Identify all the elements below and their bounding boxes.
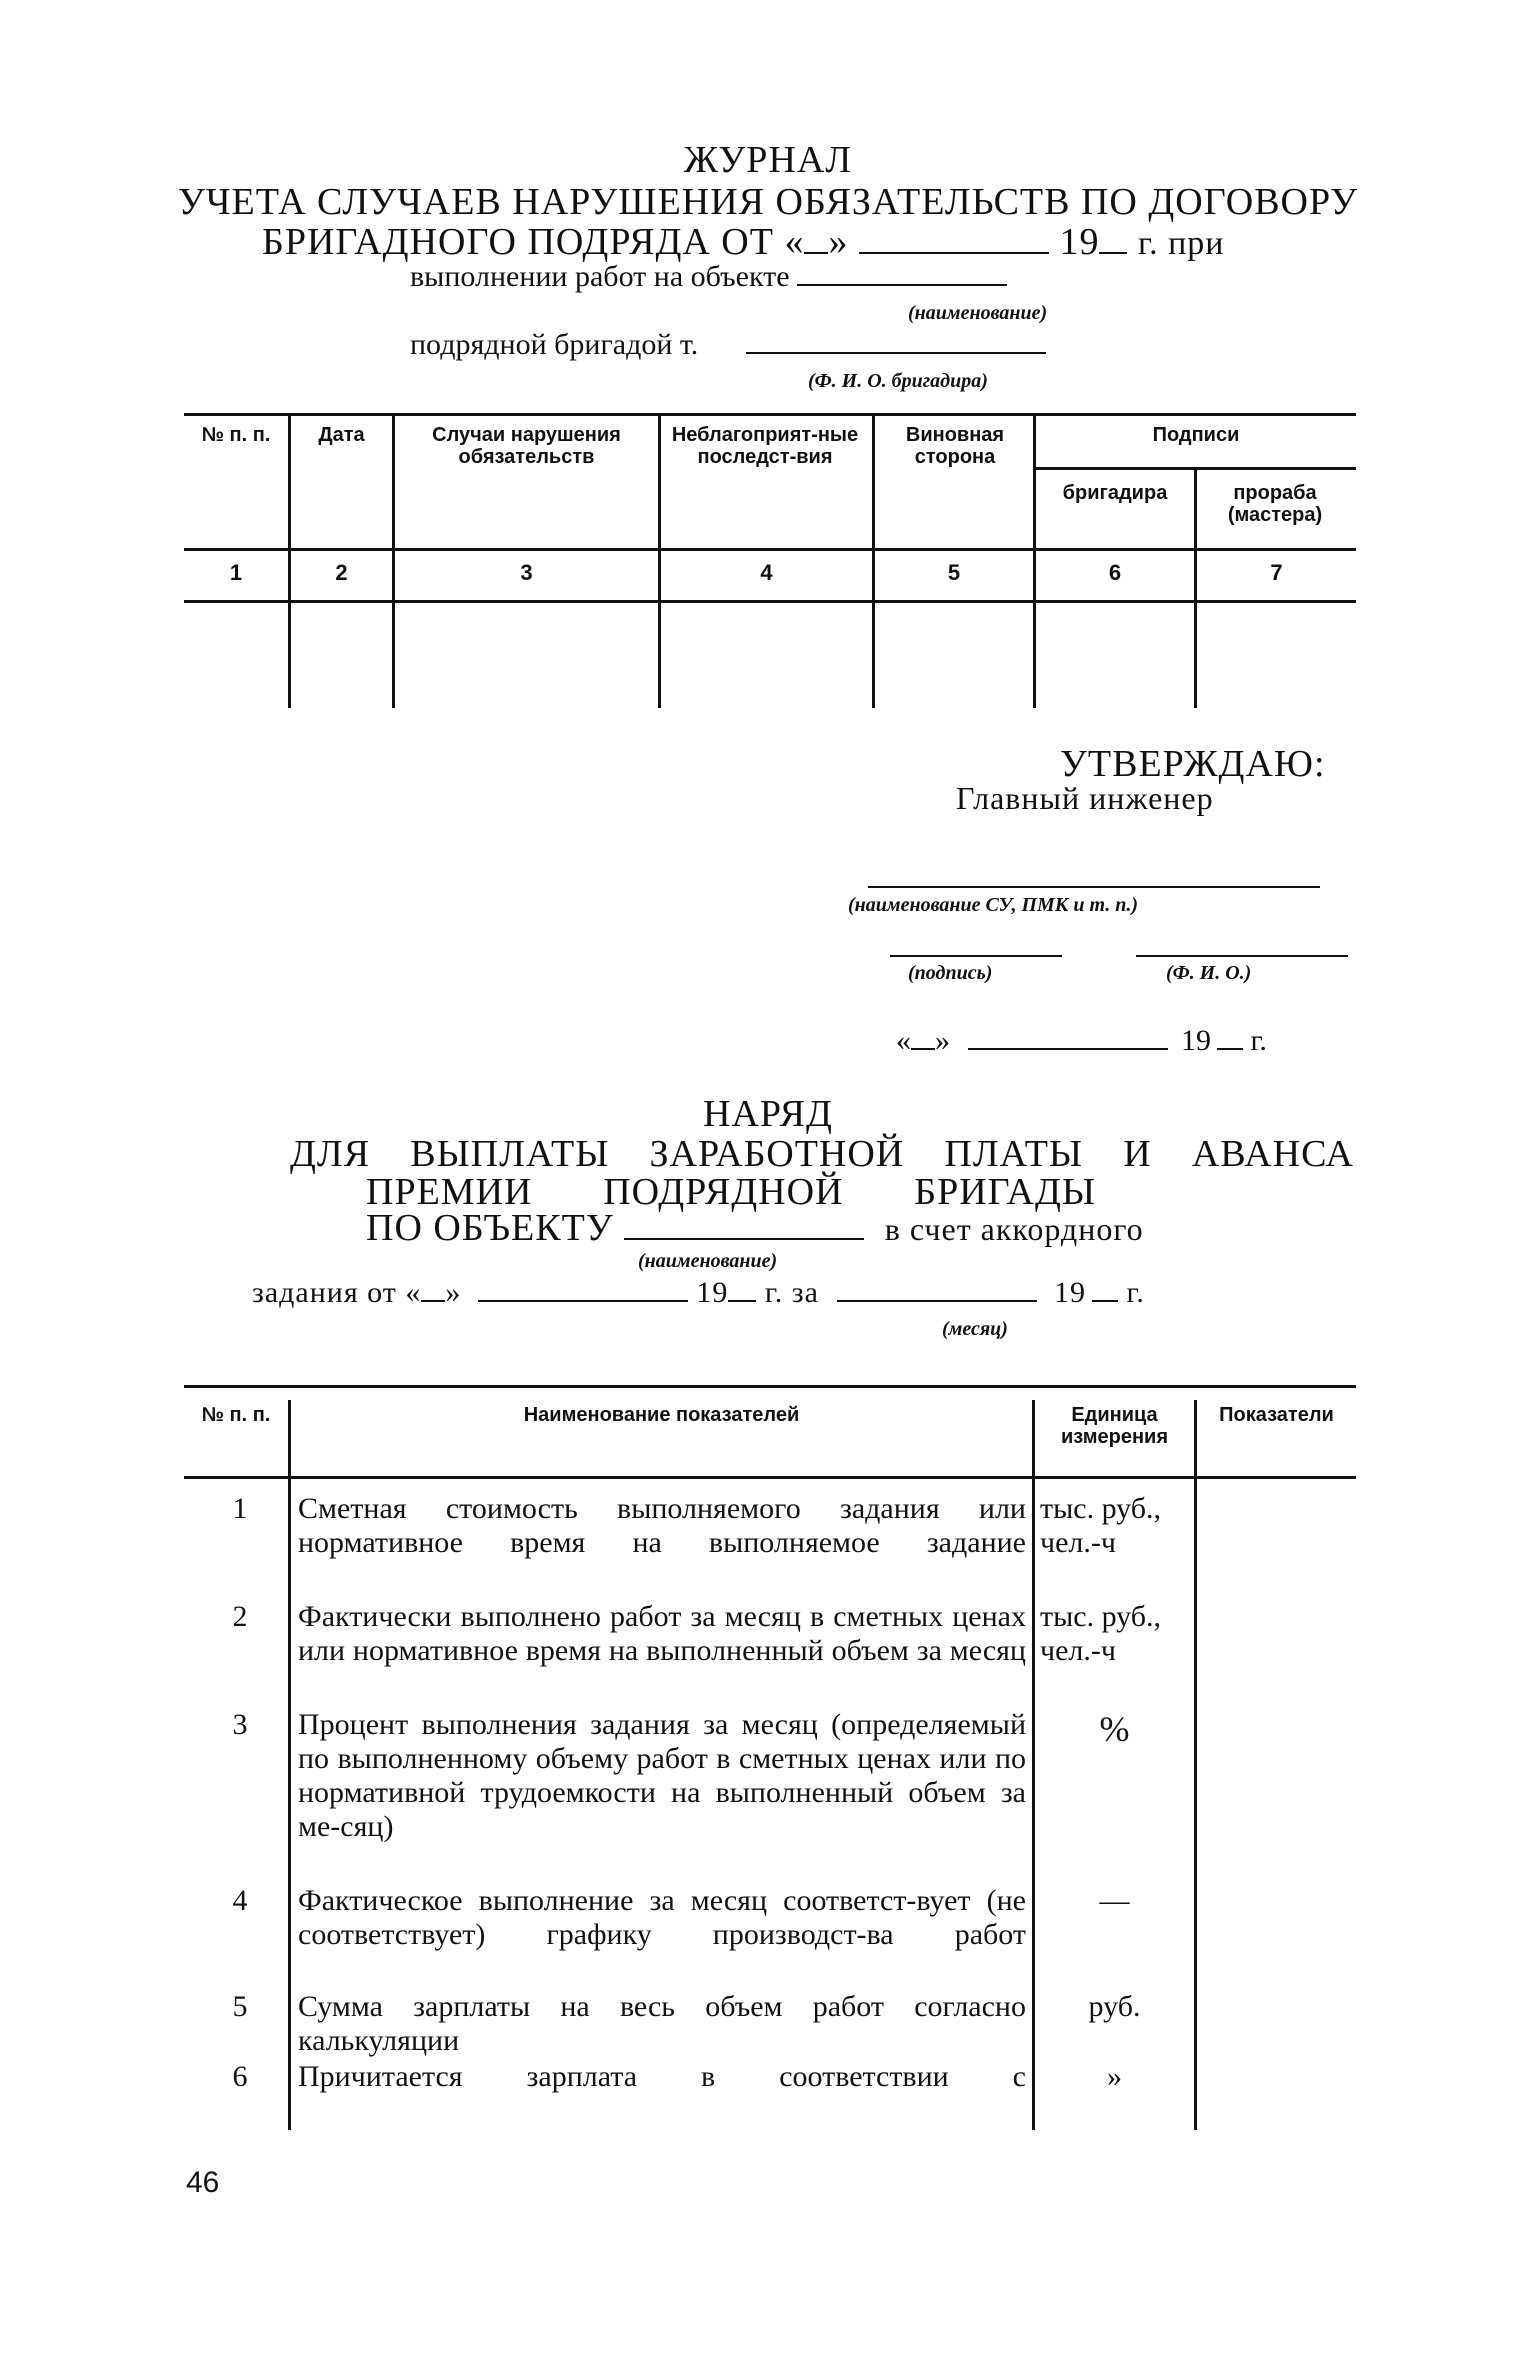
journal-subtitle-line2: БРИГАДНОГО ПОДРЯДА ОТ « » 19 г. при bbox=[262, 221, 1225, 263]
journal-table-top-rule bbox=[184, 413, 1356, 416]
approve-fio-line bbox=[1136, 955, 1348, 957]
journal-object-caption: (наименование) bbox=[908, 302, 1048, 324]
approve-title: УТВЕРЖДАЮ: bbox=[1060, 743, 1326, 785]
approve-role: Главный инженер bbox=[956, 780, 1214, 816]
journal-colnum-6: 6 bbox=[1108, 560, 1122, 585]
order-month-caption: (месяц) bbox=[942, 1318, 1008, 1340]
order-title: НАРЯД bbox=[703, 1093, 833, 1135]
journal-colnum-1: 1 bbox=[229, 560, 243, 585]
order-task-date-line: задания от « » 19 г. за 19 г. bbox=[252, 1276, 1145, 1309]
order-col-name: Наименование показателей bbox=[523, 1404, 800, 1426]
journal-col-brigadier: бригадира bbox=[1062, 482, 1168, 504]
journal-col-cases: Случаи нарушения обязательств bbox=[432, 424, 621, 468]
order-row-text: Фактически выполнено работ за месяц в сметных ценах или нормативное время на выполненный объем за месяц bbox=[298, 1600, 1026, 1667]
journal-col-consequences: Неблагоприят-ные последст-вия bbox=[671, 424, 859, 468]
approve-org-line bbox=[868, 886, 1320, 888]
order-subtitle-line1: ДЛЯ ВЫПЛАТЫ ЗАРАБОТНОЙ ПЛАТЫ И АВАНСА bbox=[290, 1133, 1354, 1175]
order-row-unit: % bbox=[1099, 1709, 1130, 1749]
journal-title: ЖУРНАЛ bbox=[683, 139, 853, 181]
order-row-unit: тыс. руб., чел.-ч bbox=[1040, 1600, 1162, 1667]
approve-fio-caption: (Ф. И. О.) bbox=[1166, 962, 1252, 984]
journal-col-foreman: прораба (мастера) bbox=[1227, 482, 1323, 526]
journal-vline bbox=[1194, 467, 1197, 708]
approve-sign-caption: (подпись) bbox=[908, 962, 993, 984]
journal-col-guilty: Виновная сторона bbox=[905, 424, 1005, 468]
order-row-num: 1 bbox=[232, 1492, 248, 1525]
order-row-num: 4 bbox=[232, 1884, 248, 1917]
order-row-num: 2 bbox=[232, 1600, 248, 1633]
journal-colnum-5: 5 bbox=[947, 560, 961, 585]
order-col-value: Показатели bbox=[1219, 1404, 1334, 1426]
order-table-top-rule bbox=[184, 1385, 1356, 1388]
order-row-num: 3 bbox=[232, 1708, 248, 1741]
journal-colnum-4: 4 bbox=[760, 560, 773, 585]
journal-colnum-2: 2 bbox=[335, 560, 348, 585]
order-object-caption: (наименование) bbox=[638, 1250, 778, 1272]
order-subtitle-line2: ПРЕМИИ ПОДРЯДНОЙ БРИГАДЫ bbox=[366, 1171, 1096, 1213]
order-col-unit: Единица измерения bbox=[1060, 1404, 1169, 1448]
journal-brigade-line: подрядной бригадой т. bbox=[410, 328, 1046, 362]
page-number: 46 bbox=[186, 2166, 220, 2199]
journal-colnum-7: 7 bbox=[1270, 560, 1283, 585]
order-row-unit: тыс. руб., чел.-ч bbox=[1040, 1492, 1162, 1559]
order-row-text: Фактическое выполнение за месяц соответст-вует (не соответствует) графику производст-ва работ bbox=[298, 1884, 1026, 1951]
order-row-unit: — bbox=[1099, 1884, 1130, 1917]
order-row-text: Процент выполнения задания за месяц (определяемый по выполненному объему работ в сметных ценах или по нормативной трудоемкости на выполненный объем за ме-сяц) bbox=[298, 1708, 1026, 1843]
order-row-text: Причитается зарплата в соответствии с bbox=[298, 2060, 1026, 2093]
journal-col-num: № п. п. bbox=[201, 424, 271, 446]
order-row-text: Сумма зарплаты на весь объем работ согласно калькуляции bbox=[298, 1990, 1026, 2057]
journal-col-signatures: Подписи bbox=[1152, 424, 1240, 446]
order-vline bbox=[1194, 1400, 1197, 2130]
order-row-unit: руб. bbox=[1088, 1990, 1141, 2023]
journal-header-bottom-rule bbox=[184, 548, 1356, 551]
order-row-unit: » bbox=[1107, 2060, 1122, 2093]
order-object-line: ПО ОБЪЕКТУ в счет аккордного bbox=[366, 1207, 1144, 1249]
journal-foreman-caption: (Ф. И. О. бригадира) bbox=[808, 370, 988, 392]
journal-numbers-bottom-rule bbox=[184, 600, 1356, 603]
order-col-num: № п. п. bbox=[201, 1404, 271, 1426]
approve-sign-line bbox=[890, 955, 1062, 957]
order-row-text: Сметная стоимость выполняемого задания или нормативное время на выполняемое задание bbox=[298, 1492, 1026, 1559]
journal-col-date: Дата bbox=[318, 424, 365, 446]
journal-object-line: выполнении работ на объекте bbox=[410, 260, 1007, 294]
order-row-num: 6 bbox=[232, 2060, 248, 2093]
approve-date-line: « » 19 г. bbox=[896, 1024, 1267, 1057]
approve-org-caption: (наименование СУ, ПМК и т. п.) bbox=[848, 894, 1139, 916]
journal-colnum-3: 3 bbox=[520, 560, 533, 585]
order-header-bottom-rule bbox=[184, 1476, 1356, 1479]
order-row-num: 5 bbox=[232, 1990, 248, 2023]
journal-subtitle-line1: УЧЕТА СЛУЧАЕВ НАРУШЕНИЯ ОБЯЗАТЕЛЬСТВ ПО ДОГОВОРУ bbox=[177, 181, 1359, 223]
